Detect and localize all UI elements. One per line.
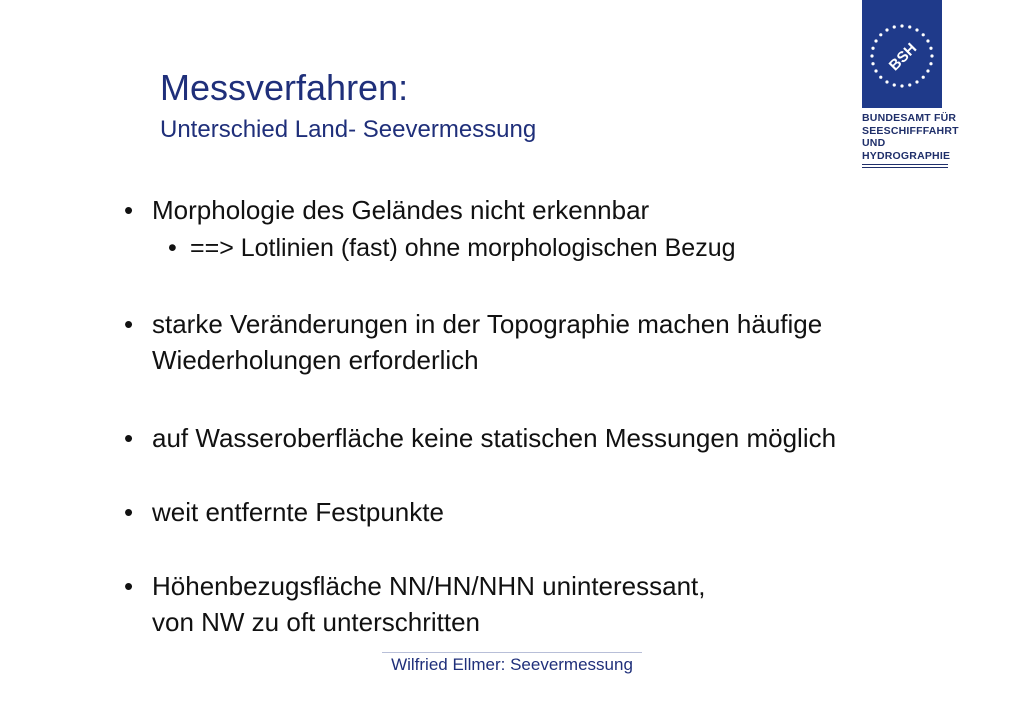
slide-subtitle: Unterschied Land- Seevermessung xyxy=(160,116,537,143)
bullet-text: ==> Lotlinien (fast) ohne morphologischen Bezug xyxy=(190,234,736,262)
bullet-continuation xyxy=(152,604,480,640)
bullet-item xyxy=(124,306,823,342)
footer xyxy=(0,655,1024,675)
bullet-marker: • xyxy=(124,309,134,339)
bsh-emblem-label: BSH xyxy=(885,39,921,75)
bullet-marker: • xyxy=(124,423,134,453)
bullet-marker: • xyxy=(124,571,134,601)
bullet-text: Höhenbezugsfläche NN/HN/NHN uninteressant, xyxy=(152,571,706,601)
bullet-text: Morphologie des Geländes nicht erkennbar xyxy=(152,195,650,225)
bullet-text: von NW zu oft unterschritten xyxy=(152,607,481,637)
bsh-wordmark-line-1: BUNDESAMT FÜR xyxy=(862,112,957,124)
bullet-continuation xyxy=(152,342,479,378)
bullet-text: weit entfernte Festpunkte xyxy=(152,497,444,527)
bullet-subitem xyxy=(168,230,736,266)
bsh-wordmark-line-3: UND xyxy=(862,137,886,149)
footer-divider xyxy=(382,652,642,653)
slide-title: Messverfahren: xyxy=(160,67,409,108)
bullet-text: Wiederholungen erforderlich xyxy=(152,345,479,375)
bullet-marker: • xyxy=(124,497,134,527)
bsh-wordmark-line-4: HYDROGRAPHIE xyxy=(862,149,951,162)
footer-text: Wilfried Ellmer: Seevermessung xyxy=(391,655,633,674)
bullet-item xyxy=(124,420,837,456)
bullet-marker: • xyxy=(124,195,134,225)
bullet-text: auf Wasseroberfläche keine statischen Messungen möglich xyxy=(152,423,837,453)
bullet-marker: • xyxy=(168,234,177,262)
bullet-item xyxy=(124,192,650,228)
bullet-item xyxy=(124,494,444,530)
bullet-item xyxy=(124,568,706,604)
bsh-wordmark-line-2: SEESCHIFFFAHRT xyxy=(862,124,959,137)
bullet-text: starke Veränderungen in der Topographie machen häufige xyxy=(152,309,823,339)
